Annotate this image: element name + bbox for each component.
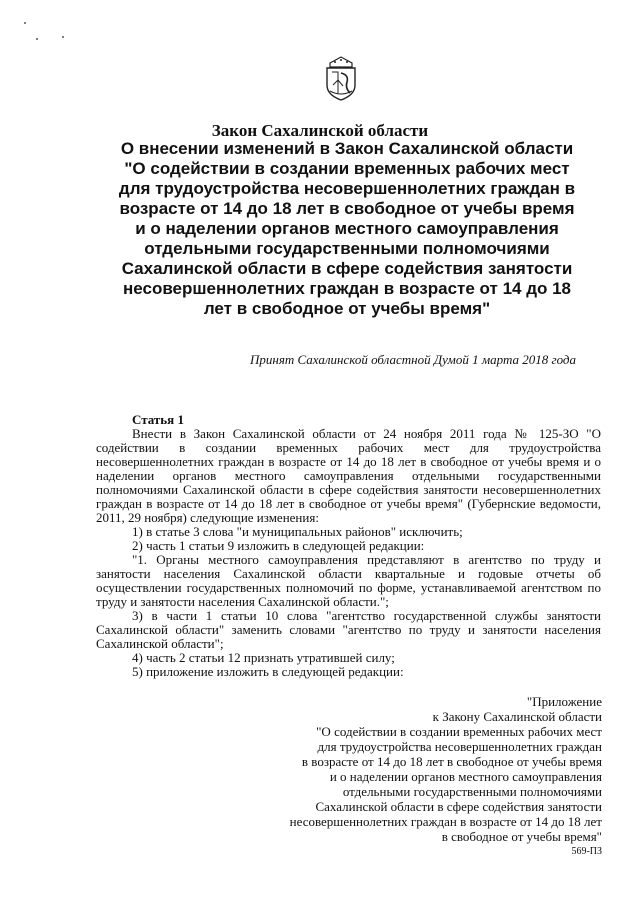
adoption-note: Принят Сахалинской областной Думой 1 марта 2018 года xyxy=(250,352,576,367)
appendix-line: в свободное от учебы время" xyxy=(441,829,602,844)
appendix-line: и о наделении органов местного самоуправления xyxy=(329,769,602,784)
appendix-line: к Закону Сахалинской области xyxy=(432,709,602,724)
amendment-item: 2) часть 1 статьи 9 изложить в следующей редакции: xyxy=(132,538,425,553)
amendment-item: 3) в части 1 статьи 10 слова "агентство государственной службы занятости Сахалинской области" заменить словами "агентство по труду и занятости населения Сахалинской области"; xyxy=(96,608,601,651)
appendix-line: для трудоустройства несовершеннолетних граждан xyxy=(317,739,602,754)
scan-speck xyxy=(24,22,26,24)
appendix-line: Сахалинской области в сфере содействия занятости xyxy=(315,799,602,814)
appendix-heading xyxy=(0,694,602,844)
coat-of-arms-icon xyxy=(322,55,360,101)
law-subject: О внесении изменений в Закон Сахалинской области "О содействии в создании временных рабочих мест для трудоустройства несовершеннолетних граждан в возрасте от 14 до 18 лет в свободное от учебы время и о наделении органов местного самоуправления отдельными государственными полномочиями Сахалинской области в сфере содействия занятости несовершеннолетних граждан в возрасте от 14 до 18 лет в свободное от учебы время" xyxy=(118,139,576,318)
article-body xyxy=(96,413,601,679)
coat-of-arms-drawing xyxy=(322,55,360,101)
appendix-line: несовершеннолетних граждан в возрасте от 14 до 18 лет xyxy=(289,814,602,829)
appendix-line: "О содействии в создании временных рабочих мест xyxy=(316,724,602,739)
scan-speck xyxy=(36,38,38,40)
appendix-line: отдельными государственными полномочиями xyxy=(342,784,602,799)
law-title: Закон Сахалинской области xyxy=(211,121,429,140)
document-code: 569-ПЗ xyxy=(571,846,602,857)
amendment-item: "1. Органы местного самоуправления представляют в агентство по труду и занятости населения Сахалинской области квартальные и годовые отчеты об осуществлении государственных полномочий по форме, устанавливаемой агентством по труду и занятости населения Сахалинской области."; xyxy=(96,552,601,609)
amendment-item: 1) в статье 3 слова "и муниципальных районов" исключить; xyxy=(132,524,463,539)
amendment-item: 5) приложение изложить в следующей редакции: xyxy=(132,664,404,679)
article-title: Статья 1 xyxy=(132,412,184,427)
appendix-line: в возрасте от 14 до 18 лет в свободное от учебы время xyxy=(301,754,602,769)
appendix-line: "Приложение xyxy=(526,694,602,709)
scan-speck xyxy=(62,36,64,38)
amendment-item: 4) часть 2 статьи 12 признать утратившей силу; xyxy=(132,650,395,665)
article-intro: Внести в Закон Сахалинской области от 24 ноября 2011 года № 125-ЗО "О содействии в создании временных рабочих мест для трудоустройства несовершеннолетних граждан в возрасте от 14 до 18 лет в свободное от учебы время и о наделении органов местного самоуправления отдельными государственными полномочиями Сахалинской области в сфере содействия занятости несовершеннолетних граждан в возрасте от 14 до 18 лет в свободное от учебы время" (Губернские ведомости, 2011, 29 ноября) следующие изменения: xyxy=(96,426,601,525)
